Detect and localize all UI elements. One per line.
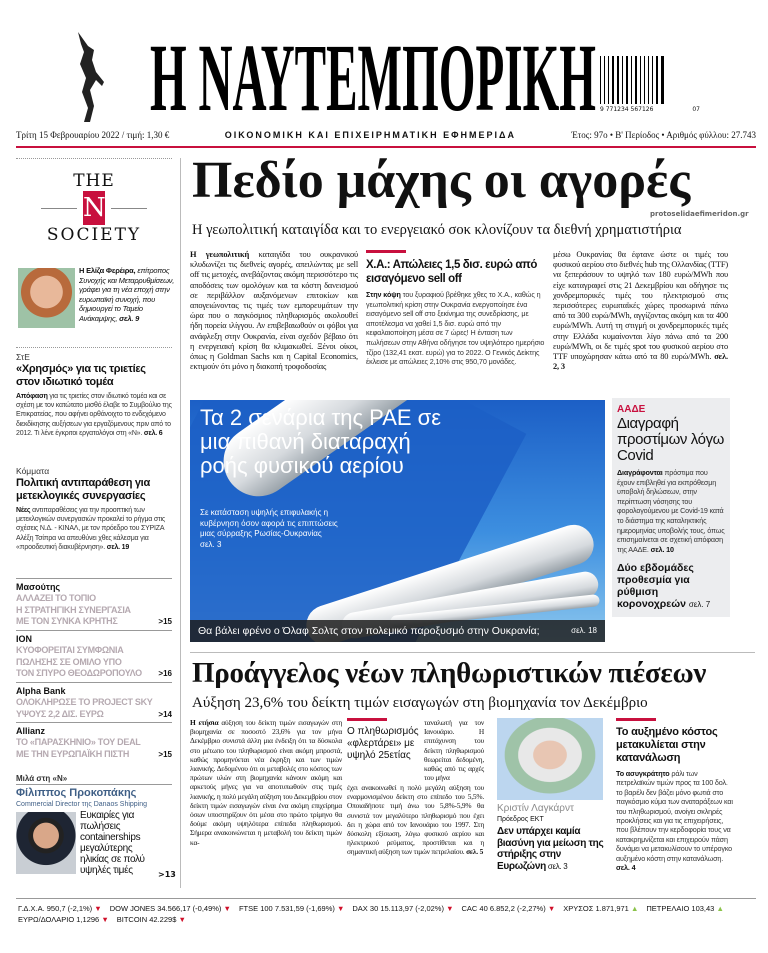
brief-company: Alpha Bank xyxy=(16,686,66,696)
red-kicker xyxy=(347,718,387,721)
lead-col3 xyxy=(553,250,728,372)
cost-text: ράλι των πετρελαϊκών τιμών προς τα 100 δολ. το βαρέλι δεν βάζει μόνο φωτιά στο παγκόσμιο κύμα των αναταράξεων και του πληθωρισμού, ανοίγει σκληρές προκλήσεις και για τις επιχειρήσεις, που βλέπουν την κερδοφορία τους να κατακρημνίζεται και επιχειρούν πάση δυνάμει να μετακυλίσουν το υπέρογκο αυξημένο κόστη στην κατανάλωση. xyxy=(616,769,733,863)
brief-line-row xyxy=(16,737,172,749)
brief-line-row xyxy=(16,749,172,761)
brief-page: >15 xyxy=(158,617,172,626)
barcode-bar xyxy=(622,56,623,104)
aade-lead: Διαγράφονται xyxy=(617,468,663,477)
barcode-bar xyxy=(635,56,637,104)
barcode-bar xyxy=(650,56,651,104)
barcode-bar xyxy=(642,56,643,104)
second-col1 xyxy=(190,718,342,847)
brief-company: Μασούτης xyxy=(16,582,61,592)
second-col1-text: αύξηση του δείκτη τιμών εισαγωγών στη βιομηχανία σε ποσοστό 23,6% για τον μήνα Δεκέμβριο συνιστά άλλη μια ένδειξη ότι τα δύσκολα στο μέτωπο του πληθωρισμού είναι ακόμη μπροστά, καθώς προμηνύεται νέα έκρηξη και των τιμών λιανικής. Δεδομένου ότι οι μεταβολές στο κόστος των πρώτων υλών στη βιομηχανία κάνουν ακόμη και αρκετούς μήνες για να αποτυπωθούν στις τιμές λιανικής, η πολύ μεγάλη αύξηση του Δεκεμβρίου στον δείκτη τιμών εισαγωγών είναι ένα ακόμη επιχείρημα όσων υποστηρίζουν ότι μέσα στο πρώτο τρίμηνο θα δούμε ακόμη υψηλότερα επίπεδα πληθωρισμού. Σήμερα ανακοινώνεται η μεταβολή του δείκτη τιμών κα- xyxy=(190,718,342,847)
brief-line: ΤΟ «ΠΑΡΑΣΚΗΝΙΟ» ΤΟΥ DEAL xyxy=(16,737,141,747)
barcode-digits: 9 771234 567126 xyxy=(600,106,654,113)
ferreira-photo xyxy=(18,268,75,328)
brief-line-row xyxy=(16,605,172,617)
story-section: ΣτΕ xyxy=(16,352,30,362)
lagarde-role: Πρόεδρος ΕΚΤ xyxy=(497,816,544,823)
brief-line: ΑΛΛΑΖΕΙ ΤΟ ΤΟΠΙΟ xyxy=(16,593,96,603)
red-kicker xyxy=(366,250,406,253)
ticker-item xyxy=(462,903,556,914)
ticker-rule xyxy=(16,898,756,899)
arrow-down-icon: ▼ xyxy=(446,904,454,913)
arrow-up-icon: ▲ xyxy=(716,904,724,913)
lagarde-page: σελ. 3 xyxy=(545,861,568,871)
red-kicker xyxy=(616,718,656,721)
second-brief-title: Δύο εβδομάδες προθεσμία για ρύθμιση κορονοχρεών xyxy=(617,562,694,611)
inflation-box xyxy=(347,718,421,762)
lead-col1 xyxy=(190,250,358,372)
barcode-bar xyxy=(608,56,609,104)
interview-quote: Ευκαιρίες για πωλήσεις containerships μεγαλύτερης ηλικίας σε πολύ υψηλές τιμές xyxy=(80,810,145,876)
barcode-bar xyxy=(612,56,614,104)
ferreira-text: επίτροπος Συνοχής και Μεταρρυθμίσεων, γράφει για τη νέα εποχή στην ευρωπαϊκή συνοχή, που δημιουργεί το Ταμείο Ανάκαμψης, xyxy=(79,266,175,323)
barcode-bar xyxy=(626,56,628,104)
barcode-bar xyxy=(620,56,621,104)
lagarde-quote: Δεν υπάρχει καμία βιασύνη για μείωση της στήριξης στην Ευρωζώνη xyxy=(497,826,604,872)
brief-line: ΜΕ ΤΗΝ ΕΥΡΩΠΑΪΚΗ ΠΙΣΤΗ xyxy=(16,748,130,759)
ticker-label: ΠΕΤΡΕΛΑΙΟ 103,43 xyxy=(646,904,715,913)
barcode-bar xyxy=(633,56,634,104)
logo-the: THE xyxy=(73,171,115,191)
brief-line-row xyxy=(16,709,172,721)
story-title: Πολιτική αντιπαράθεση για μετεκλογικές συνεργασίες xyxy=(16,477,150,502)
barcode-issue: 07 xyxy=(692,106,700,113)
photo-story-page: σελ. 3 xyxy=(200,539,222,549)
brief-line-row xyxy=(16,697,172,709)
interview[interactable] xyxy=(16,774,176,889)
arrow-down-icon: ▼ xyxy=(94,904,102,913)
aade-page: σελ. 10 xyxy=(648,544,674,554)
the-n-society-logo xyxy=(16,158,172,245)
barcode-bar xyxy=(600,56,601,104)
ferreira-name: Η Ελίζα Φερέιρα, xyxy=(79,266,136,275)
lead-col3-text: μέσω Ουκρανίας θα έφτανε ώστε οι τιμές του φυσικού αερίου στο διεθνές hub της Ολλανδίας (TTF) να ξεπεράσουν το υψηλό των 180 ευρώ/MWh που είχε καταγραφεί στις 21 Δεκεμβρίου και οδήγησε τις χονδρεμπορικές τιμές του ηλεκτρισμού στις περισσότερες ευρωπαϊκές χώρες προσωρινά πάνω από τα 300 ευρώ/MWh, αγγίζοντας ακόμη και τα 400 ευρώ/MWh. Αυτή τη στιγμή οι χονδρεμπορικές τιμές στην Ελλάδα κυμαίνονται λίγο πάνω από τα 200 ευρώ/MWh, οι δε τιμές spot του φυσικού αερίου στο TTF υποχώρησαν κάτω από τα 80 ευρώ/MWh. xyxy=(553,250,728,362)
aade-tag: ΑΑΔΕ xyxy=(617,404,646,415)
story-title: «Χρησμός» για τις τριετίες στον ιδιωτικό τομέα xyxy=(16,363,146,388)
brief-line: ΟΛΟΚΛΗΡΩΣΕ ΤΟ PROJECT SKY xyxy=(16,697,153,707)
prokopakis-photo xyxy=(16,812,76,874)
brief-line: ΚΥΟΦΟΡΕΙΤΑΙ ΣΥΜΦΩΝΙΑ xyxy=(16,645,124,655)
lead-col1-lead: Η γεωπολιτική xyxy=(190,250,250,259)
hermes-logo-icon xyxy=(70,30,105,125)
arrow-down-icon: ▼ xyxy=(178,915,186,924)
photo-story-sub-text: Σε κατάσταση υψηλής επιφυλακής η κυβέρνηση όσον αφορά τις επιπτώσεις μιας σύρραξης Ρωσίας-Ουκρανίας xyxy=(200,508,338,538)
barcode-bar xyxy=(629,56,630,104)
story-lead: Νέες xyxy=(16,507,31,514)
barcode-bar xyxy=(656,56,658,104)
ticker-label: ΧΡΥΣΟΣ 1.871,971 xyxy=(563,904,629,913)
second-col1-lead: Η ετήσια xyxy=(190,718,219,727)
cost-lead: Το ασυγκράτητο xyxy=(616,769,670,778)
ticker-item xyxy=(18,903,102,914)
barcode-bar xyxy=(661,56,664,104)
second-col2-page: σελ. 5 xyxy=(464,847,484,857)
brief-line-row xyxy=(16,616,172,628)
issue-info: Έτος: 97ο • Β' Περίοδος • Αριθμός φύλλου: 27.743 xyxy=(571,130,756,140)
brief-page: >14 xyxy=(158,709,172,719)
aade-box[interactable] xyxy=(612,398,730,617)
ticker-label: CAC 40 6.852,2 (-2,27%) xyxy=(461,904,546,913)
barcode-bar xyxy=(624,56,625,104)
ticker-item xyxy=(646,903,724,914)
barcode-number xyxy=(600,106,700,114)
barcode-bar xyxy=(606,56,607,104)
company-brief[interactable] xyxy=(16,630,172,680)
aade-text: πρόστιμα που έχουν επιβληθεί για εκπρόθεσμη υποβολή δηλώσεων, στην περίπτωση νόσησης του φορολογούμενου με Covid-19 κατά το διάστημα της καταληκτικής ημερομηνίας υποβολής τους, όπως επισημαίνεται σε σχετική απόφαση της ΑΑΔΕ. xyxy=(617,468,725,554)
brief-line: ΥΨΟΥΣ 2,2 ΔΙΣ. ΕΥΡΩ xyxy=(16,708,104,719)
brief-line-row xyxy=(16,593,172,605)
ticker-item xyxy=(352,903,453,914)
lagarde-photo xyxy=(497,718,603,800)
barcode-bar xyxy=(615,56,616,104)
brief-line: ΤΟΝ ΣΠΥΡΟ ΘΕΟΔΩΡΟΠΟΥΛΟ xyxy=(16,668,142,678)
barcode-bar xyxy=(610,56,611,104)
ferreira-blurb[interactable] xyxy=(79,266,177,323)
barcode-bar xyxy=(631,56,632,104)
aade-title: Διαγραφή προστίμων λόγω Covid xyxy=(617,415,724,464)
barcode-bar xyxy=(617,56,619,104)
brief-line-row xyxy=(16,657,172,669)
brief-line-row xyxy=(16,668,172,680)
logo-n: N xyxy=(83,193,106,223)
story-lead: Απόφαση xyxy=(16,393,48,400)
barcode-bar xyxy=(644,56,645,104)
ticker-label: FTSE 100 7.531,59 (-1,69%) xyxy=(238,904,335,913)
story-text: αντιπαραθέσεις για την προοπτική των μετεκλογικών συνεργασιών προκαλεί το ρήγμα στις σχέσεις Ν.Δ. - ΚΙΝΑΛ, με τον πρόεδρο του ΣΥΡΙΖΑ Αλέξη Τσίπρα να απευθύνει χθες κάλεσμα για «προοδευτική διακυβέρνηση». xyxy=(16,507,166,551)
barcode-bar xyxy=(648,56,649,104)
ste-story[interactable] xyxy=(16,352,172,438)
ticker-label: DOW JONES 34.566,17 (-0,49%) xyxy=(109,904,222,913)
interview-role: Commercial Director της Danaos Shipping xyxy=(16,801,148,808)
second-col2 xyxy=(347,783,484,857)
photo-story-sub xyxy=(200,508,350,550)
date-price: Τρίτη 15 Φεβρουαρίου 2022 / τιμή: 1,30 € xyxy=(16,130,170,140)
arrow-down-icon: ▼ xyxy=(547,904,556,913)
brief-company: ΙΟΝ xyxy=(16,634,33,644)
market-ticker xyxy=(18,903,753,925)
inflation-box-title: Ο πληθωρισμός «φλερτάρει» με υψηλό 25ετίας xyxy=(347,726,419,761)
xa-lead: Στην κόψη xyxy=(366,290,401,299)
brief-page: >15 xyxy=(158,749,172,759)
xa-title: Χ.Α.: Απώλειες 1,5 δισ. ευρώ από εισαγόμενο sell off xyxy=(366,259,538,285)
barcode-bar xyxy=(602,56,603,104)
barcode-bar xyxy=(654,56,655,104)
ticker-item xyxy=(239,903,344,914)
company-brief[interactable] xyxy=(16,682,172,720)
masthead-rule xyxy=(16,146,756,148)
ticker-item xyxy=(117,914,186,925)
interview-name: Φίλιππος Προκοπάκης xyxy=(16,787,137,799)
barcode xyxy=(600,52,700,104)
company-brief[interactable] xyxy=(16,578,172,628)
ticker-item xyxy=(563,903,638,914)
ticker-label: BITCOIN 42.229$ xyxy=(116,915,177,924)
barcode-bar xyxy=(604,56,605,104)
photo-caption-page: σελ. 18 xyxy=(571,626,597,635)
photo-caption-bar[interactable] xyxy=(190,620,605,642)
second-brief[interactable] xyxy=(617,562,725,611)
dotted-divider xyxy=(16,347,172,348)
second-subhead: Αύξηση 23,6% του δείκτη τιμών εισαγωγών στη βιομηχανία τον Δεκέμβριο xyxy=(192,695,648,711)
ticker-label: DAX 30 15.113,97 (-2,02%) xyxy=(352,904,444,913)
tagline: ΟΙΚΟΝΟΜΙΚΗ ΚΑΙ ΕΠΙΧΕΙΡΗΜΑΤΙΚΗ ΕΦΗΜΕΡΙΔΑ xyxy=(224,130,516,140)
pipeline-photo-story[interactable] xyxy=(190,400,605,642)
brief-line: ΜΕ ΤΟΝ ΣΥΝΚΑ ΚΡΗΤΗΣ xyxy=(16,616,118,626)
interview-page: >13 xyxy=(158,870,176,879)
barcode-bar xyxy=(638,56,639,104)
ticker-item xyxy=(110,903,231,914)
story-text: για τις τριετίες στον ιδιωτικό τομέα και σε σχέση με τον κατώτατο μισθό έλαβε το Συμβούλιο της Επικρατείας, που αφήνει ορθάνοιχτο το ενδεχόμενο διεκδίκησης αυξήσεων για εργαζόμενους πριν από το 2012. Τι λένε έγκριτοι εργατολόγοι στη «Ν». xyxy=(16,393,172,437)
lead-col1-text: καταιγίδα του ουκρανικού κλυδωνίζει τις διεθνείς αγορές, απειλώντας με sell off τις μετοχές, ανεβάζοντας ακόμη περισσότερο τις αποδόσεις των ομολόγων και τα κόστη δανεισμού σε περιβάλλον αυξανόμενων επιτοκίων και απογειώνοντας τις τιμές των εμπορευμάτων την ώρα που ο παγκόσμιος πληθωρισμός ακολουθεί ήδη πορεία ιλίγγου. Αν επιβεβαιωθούν οι φόβοι για ανάφλεξη στην Ουκρανία, είναι σχεδόν βέβαιο ότι η ενεργειακή κρίση θα κλιμακωθεί. Ξένοι οίκοι, όπως η Goldman Sachs και η Capital Economics, εκτιμούν ότι μόνο η διακοπή τροφοδοσίας xyxy=(190,250,359,372)
xa-text: του ξυραφιού βρέθηκε χθες το Χ.Α., καθώς η γεωπολιτική κρίση στην Ουκρανία ενεργοποίησε ένα εισαγόμενο sell off στο ξεκίνημα της συνεδρίασης, με αποτέλεσμα να χαθεί 1,5 δισ. ευρώ από την κεφαλαιοποίηση μέσα σε 7 ώρες! Η ένταση των πωλήσεων στην Αθήνα οδήγησε τον υψηλότερο ημερήσιο τζίρο (132,41 εκατ. ευρώ) για το 2022. Ο Γενικός Δείκτης έκλεισε με απώλειες 2,10% στις 950,70 μονάδες. xyxy=(366,290,545,367)
ferreira-page: σελ. 9 xyxy=(117,313,140,323)
arrow-down-icon: ▼ xyxy=(101,915,109,924)
photo-story-title: Τα 2 σενάρια της ΡΑΕ σε μια πιθανή διαταραχή ροής φυσικού αερίου xyxy=(200,405,442,478)
column-divider xyxy=(180,158,181,888)
cost-story[interactable] xyxy=(616,718,736,872)
section-rule xyxy=(190,652,755,653)
barcode-bar xyxy=(652,56,653,104)
parties-story[interactable] xyxy=(16,466,172,552)
story-section: Κόμματα xyxy=(16,466,50,476)
arrow-up-icon: ▲ xyxy=(630,904,639,913)
second-headline[interactable]: Προάγγελος νέων πληθωριστικών πιέσεων xyxy=(192,657,707,689)
lead-subhead: Η γεωπολιτική καταιγίδα και το ενεργειακό σοκ κλονίζουν τα διεθνή χρηματιστήρια xyxy=(192,222,682,238)
second-col2-top: ταναλωτή για τον Ιανουάριο. Η επιτάχυνση του δείκτη πληθωρισμού θεωρείται δεδομένη, καθώς από τις αρχές του μήνα xyxy=(424,718,484,783)
story-page: σελ. 6 xyxy=(142,429,163,437)
arrow-down-icon: ▼ xyxy=(223,904,231,913)
brief-line: Η ΣΤΡΑΤΗΓΙΚΗ ΣΥΝΕΡΓΑΣΙΑ xyxy=(16,604,131,615)
ticker-label: Γ.Δ.Χ.Α. 950,7 (-2,1%) xyxy=(18,904,93,913)
xa-story[interactable] xyxy=(366,250,546,367)
barcode-bar xyxy=(659,56,660,104)
cost-title: Το αυξημένο κόστος μετακυλίεται στην κατανάλωση xyxy=(616,726,718,764)
brief-company: Allianz xyxy=(16,726,46,736)
brief-page: >16 xyxy=(158,669,172,678)
masthead-title: Η ΝΑΥΤΕΜΠΟΡΙΚΗ xyxy=(150,28,596,118)
cost-page: σελ. 4 xyxy=(616,863,636,873)
second-col2-text: έχει ανακοινωθεί η πολύ μεγάλη αύξηση του εναρμονισμένου δείκτη στο επίπεδο του 5,5%. Οποιαδήποτε τιμή άνω του 5,8%-5,9% θα συνιστά τον μεγαλύτερο πληθωρισμό που έχει δει η χώρα από τον Ιανουάριο του 1997. Στη δύσκολη εξίσωση, λόγω φυσικού αερίου και ηλεκτρικού ρεύματος, προστίθεται και η σημαντική αύξηση των τιμών πετρελαίου. xyxy=(347,783,484,857)
brief-line-row xyxy=(16,645,172,657)
ticker-label: ΕΥΡΩ/ΔΟΛΑΡΙΟ 1,1296 xyxy=(18,915,100,924)
barcode-bar xyxy=(640,56,641,104)
story-page: σελ. 19 xyxy=(105,543,130,551)
ticker-item xyxy=(18,914,109,925)
lead-col3-page: σελ. 2, 3 xyxy=(553,352,728,372)
company-brief[interactable] xyxy=(16,722,172,760)
arrow-down-icon: ▼ xyxy=(336,904,345,913)
second-brief-page: σελ. 7 xyxy=(688,600,711,610)
lagarde-name: Κριστίν Λαγκάρντ xyxy=(497,803,574,814)
dateline xyxy=(16,130,756,140)
brief-line: ΠΩΛΗΣΗΣ ΣΕ ΟΜΙΛΟ ΥΠΟ xyxy=(16,656,122,667)
barcode-bar xyxy=(646,56,647,104)
watermark: protoselidaefimeridon.gr xyxy=(650,210,749,218)
lagarde-story[interactable] xyxy=(497,803,609,872)
logo-society: SOCIETY xyxy=(46,225,142,245)
interview-label: Μιλά στη «Ν» xyxy=(16,774,172,785)
barcode-bar xyxy=(665,56,666,104)
masthead-logo xyxy=(150,28,598,118)
photo-caption: Θα βάλει φρένο ο Όλαφ Σολτς στον πολεμικό παροξυσμό στην Ουκρανία; xyxy=(198,625,540,637)
lead-headline[interactable]: Πεδίο μάχης οι αγορές xyxy=(192,152,691,209)
